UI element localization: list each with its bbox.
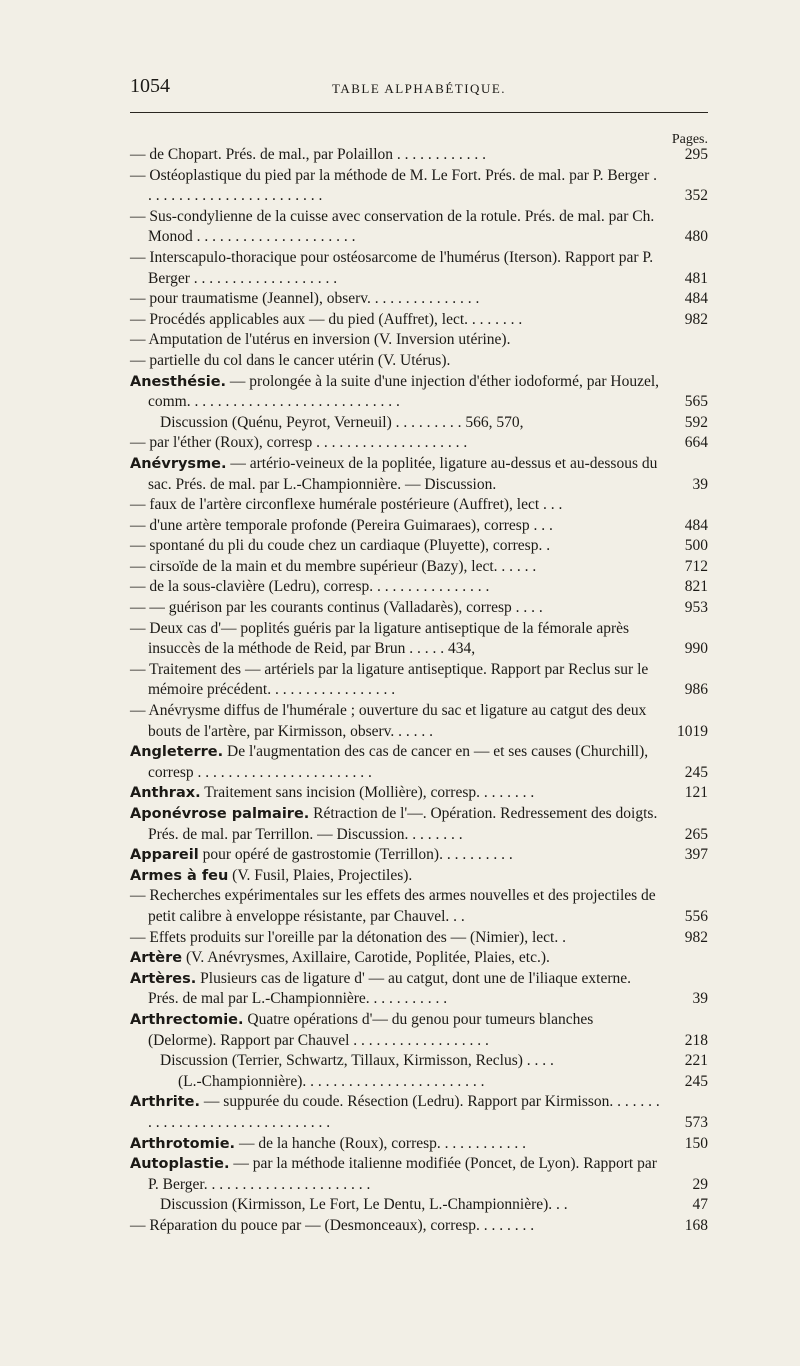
index-entry — [130, 1195, 708, 1216]
entry-text: — prolongée à la suite d'une injection d'éther iodoformé, par Houzel, comm. . . . . . . . . . . . . . . . . . . . . . . . . . . . — [148, 372, 660, 411]
entry-text: — par la méthode italienne modifiée (Poncet, de Lyon). Rapport par P. Berger. . . . . . . . . . . . . . . . . . . . . . — [148, 1155, 657, 1193]
entry-page: 821 — [684, 578, 708, 596]
index-entry — [130, 372, 708, 413]
index-entry — [130, 1072, 708, 1093]
entry-page: 150 — [684, 1134, 708, 1152]
entry-page: 480 — [684, 228, 708, 246]
entry-text: — Traitement des — artériels par la ligature antiseptique. Rapport par Reclus sur le mémoire précédent. . . . . . . . . . . . . . . . . — [130, 660, 649, 699]
entry-text: — partielle du col dans le cancer utérin (V. Utérus). — [130, 351, 451, 369]
entry-text: Discussion (Terrier, Schwartz, Tillaux, Kirmisson, Reclus) . . . . — [160, 1052, 554, 1070]
entry-text: — de la hanche (Roux), corresp. . . . . . . . . . . . — [238, 1134, 527, 1152]
entry-headword: Armes à feu — [130, 867, 229, 884]
entry-page: 565 — [684, 393, 708, 411]
index-entry — [130, 948, 708, 969]
index-entry — [130, 886, 708, 927]
entry-text: — de la sous-clavière (Ledru), corresp. . . . . . . . . . . . . . . . — [130, 578, 490, 596]
entry-text: — Interscapulo-thoracique pour ostéosarcome de l'humérus (Iterson). Rapport par P. Berger . . . . . . . . . . . . . . . . . . . — [130, 248, 654, 287]
index-entry — [130, 557, 708, 578]
index-entry — [130, 619, 708, 660]
index-entry — [130, 969, 708, 1010]
entry-headword: Anesthésie. — [130, 373, 227, 390]
index-entry — [130, 1010, 708, 1051]
entry-headword: Artères. — [130, 970, 197, 987]
index-entry — [130, 516, 708, 537]
entry-text: — de Chopart. Prés. de mal., par Polaillon . . . . . . . . . . . . — [130, 146, 487, 163]
index-entry — [130, 289, 708, 310]
entry-headword: Appareil — [130, 847, 199, 864]
entry-page: 295 — [684, 146, 708, 163]
entry-text: Plusieurs cas de ligature d' — au catgut, dont une de l'iliaque externe. Prés. de mal par L.-Championnière. . . . . . . . . . . — [148, 969, 631, 1008]
entry-text: — artério-veineux de la poplitée, ligature au-dessus et au-dessous du sac. Prés. de mal. par L.-Championnière. — Discussion. — [148, 454, 658, 493]
index-entry — [130, 804, 708, 845]
entry-text: — Deux cas d'— poplités guéris par la ligature antiseptique de la fémorale après insuccès de la méthode de Reid, par Brun . . . . . 434, — [130, 619, 630, 658]
index-entry — [130, 1092, 708, 1133]
entry-text: — Amputation de l'utérus en inversion (V. Inversion utérine). — [130, 331, 511, 349]
entry-text: — suppurée du coude. Résection (Ledru). Rapport par Kirmisson. . . . . . . . . . . . . . . . . . . . . . . . . . . . . . . — [148, 1093, 660, 1131]
entry-page: 953 — [684, 599, 708, 617]
entry-text: — — guérison par les courants continus (Valladarès), corresp . . . . — [130, 599, 543, 617]
index-entry — [130, 413, 708, 434]
entry-page: 592 — [684, 413, 708, 431]
index-entry — [130, 866, 708, 887]
entry-text: (V. Anévrysmes, Axillaire, Carotide, Poplitée, Plaies, etc.). — [186, 949, 550, 967]
index-entry — [130, 248, 708, 289]
index-entry — [130, 536, 708, 557]
index-entry — [130, 598, 708, 619]
entry-text: — faux de l'artère circonflexe humérale postérieure (Auffret), lect . . . — [130, 496, 563, 514]
entry-page: 245 — [684, 763, 708, 781]
entry-page: 481 — [684, 269, 708, 287]
entry-text: — Effets produits sur l'oreille par la détonation des — (Nimier), lect. . — [130, 928, 566, 946]
entry-text: Rétraction de l'—. Opération. Redressement des doigts. Prés. de mal. par Terrillon. — Discussion. . . . . . . . — [148, 805, 658, 843]
index-entry — [130, 1154, 708, 1195]
entry-page: 484 — [684, 290, 708, 308]
entry-text: — par l'éther (Roux), corresp . . . . . . . . . . . . . . . . . . . . — [130, 434, 468, 452]
index-entry — [130, 207, 708, 248]
page-number: 1054 — [130, 75, 170, 97]
entry-page: 265 — [684, 825, 708, 843]
entry-text: — Anévrysme diffus de l'humérale ; ouverture du sac et ligature au catgut des deux bouts de l'artère, par Kirmisson, observ. . . . . . — [130, 702, 647, 740]
entry-text: — Ostéoplastique du pied par la méthode de M. Le Fort. Prés. de mal. par P. Berger . . . . . . . . . . . . . . . . . . . . . . . . — [130, 166, 658, 205]
entry-text: (V. Fusil, Plaies, Projectiles). — [232, 866, 413, 884]
entry-text: De l'augmentation des cas de cancer en — et ses causes (Churchill), corresp . . . . . . . . . . . . . . . . . . . . . . . — [148, 743, 649, 781]
index-entry — [130, 1051, 708, 1072]
index-entries — [130, 145, 708, 1236]
entry-page: 352 — [684, 187, 708, 205]
index-entry — [130, 351, 708, 372]
entry-page: 1019 — [677, 722, 708, 740]
entry-page: 47 — [692, 1196, 708, 1214]
entry-text: — pour traumatisme (Jeannel), observ. . . . . . . . . . . . . . . — [130, 290, 480, 308]
entry-text: pour opéré de gastrostomie (Terrillon). . . . . . . . . . — [202, 846, 513, 864]
entry-text: — spontané du pli du coude chez un cardiaque (Pluyette), corresp. . — [130, 537, 551, 555]
entry-text: — Procédés applicables aux — du pied (Auffret), lect. . . . . . . . — [130, 310, 523, 328]
page-header — [130, 75, 708, 103]
index-entry — [130, 454, 708, 495]
index-entry — [130, 1216, 708, 1237]
entry-page: 397 — [684, 846, 708, 864]
entry-page: 712 — [684, 557, 708, 575]
entry-text: (L.-Championnière). . . . . . . . . . . . . . . . . . . . . . . . — [178, 1072, 485, 1090]
index-entry — [130, 845, 708, 866]
entry-text: Quatre opérations d'— du genou pour tumeurs blanches (Delorme). Rapport par Chauvel . . . . . . . . . . . . . . . . . . — [148, 1010, 594, 1049]
entry-text: — Recherches expérimentales sur les effets des armes nouvelles et des projectiles de petit calibre à enveloppe résistante, par Chauvel. . . — [130, 887, 656, 925]
index-entry — [130, 310, 708, 331]
entry-headword: Aponévrose palmaire. — [130, 806, 310, 822]
entry-headword: Angleterre. — [130, 744, 224, 761]
index-entry — [130, 928, 708, 949]
entry-page: 500 — [684, 537, 708, 555]
entry-headword: Anévrysme. — [130, 455, 227, 472]
entry-page: 39 — [692, 990, 708, 1008]
index-entry — [130, 1134, 708, 1155]
index-entry — [130, 742, 708, 783]
entry-headword: Anthrax. — [130, 785, 201, 802]
entry-page: 121 — [684, 784, 708, 802]
index-entry — [130, 495, 708, 516]
entry-page: 245 — [684, 1072, 708, 1090]
entry-page: 986 — [684, 681, 708, 699]
index-entry — [130, 330, 708, 351]
entry-text: — d'une artère temporale profonde (Pereira Guimaraes), corresp . . . — [130, 516, 553, 534]
running-title: TABLE ALPHABÉTIQUE. — [331, 81, 507, 96]
entry-page: 556 — [684, 907, 708, 925]
entry-page: 39 — [692, 475, 708, 493]
entry-text: Discussion (Quénu, Peyrot, Verneuil) . . . . . . . . . 566, 570, — [160, 413, 524, 431]
entry-page: 168 — [684, 1216, 708, 1234]
entry-headword: Arthrite. — [130, 1094, 201, 1111]
index-entry — [130, 433, 708, 454]
entry-text: — cirsoïde de la main et du membre supérieur (Bazy), lect. . . . . . — [130, 557, 537, 575]
entry-page: 29 — [692, 1175, 708, 1193]
entry-text: Traitement sans incision (Mollière), corresp. . . . . . . . — [204, 784, 535, 802]
pages-column-label: Pages. — [671, 132, 708, 147]
entry-page: 573 — [684, 1113, 708, 1131]
entry-page: 990 — [684, 640, 708, 658]
index-entry — [130, 166, 708, 207]
index-entry — [130, 577, 708, 598]
entry-text: — Sus-condylienne de la cuisse avec conservation de la rotule. Prés. de mal. par Ch. Monod . . . . . . . . . . . . . . . . . . . . . — [130, 207, 655, 246]
header-rule — [130, 112, 708, 113]
entry-page: 982 — [684, 928, 708, 946]
entry-text: — Réparation du pouce par — (Desmonceaux), corresp. . . . . . . . — [130, 1216, 535, 1234]
entry-page: 484 — [684, 516, 708, 534]
entry-headword: Arthrectomie. — [130, 1011, 244, 1028]
entry-headword: Arthrotomie. — [130, 1135, 236, 1152]
index-entry — [130, 660, 708, 701]
entry-page: 982 — [684, 310, 708, 328]
entry-headword: Autoplastie. — [130, 1156, 230, 1173]
index-entry — [130, 783, 708, 804]
index-entry — [130, 145, 708, 166]
entry-page: 221 — [684, 1052, 708, 1070]
entry-page: 218 — [684, 1031, 708, 1049]
entry-text: Discussion (Kirmisson, Le Fort, Le Dentu, L.-Championnière). . . — [160, 1196, 568, 1214]
entry-headword: Artère — [130, 950, 183, 967]
index-entry — [130, 701, 708, 742]
entry-page: 664 — [684, 434, 708, 452]
